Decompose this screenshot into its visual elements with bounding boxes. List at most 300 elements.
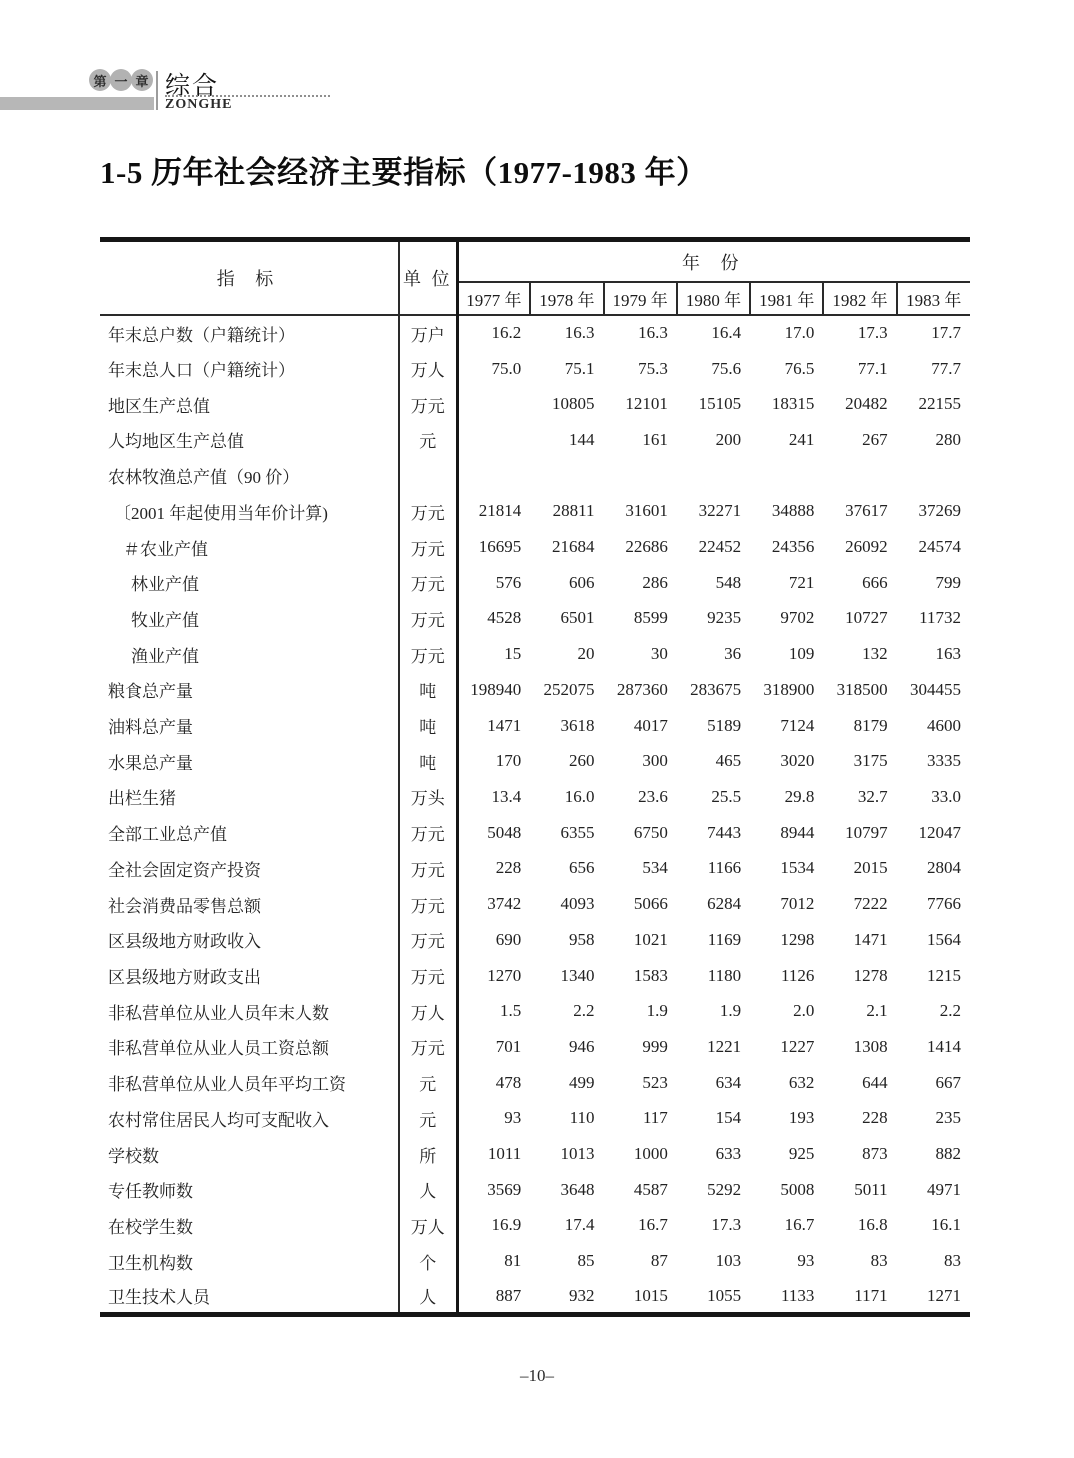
stats-table — [100, 237, 970, 1317]
row-value: 198940 — [470, 679, 522, 699]
row-value: 1171 — [854, 1285, 888, 1305]
table-row — [100, 386, 970, 422]
row-value: 6284 — [707, 894, 742, 914]
row-value: 958 — [569, 929, 595, 949]
row-value: 283675 — [690, 679, 742, 699]
row-unit: 万元 — [399, 636, 457, 672]
row-value: 228 — [862, 1108, 888, 1128]
row-value: 478 — [495, 1072, 522, 1092]
row-label: 农林牧渔总产值（90 价） — [100, 458, 399, 494]
table-row — [100, 993, 970, 1029]
row-value: 93 — [797, 1251, 815, 1271]
row-unit: 万元 — [399, 922, 457, 958]
row-value: 37269 — [918, 501, 961, 521]
year-column-header: 1982 年 — [823, 282, 896, 315]
row-value: 117 — [642, 1108, 668, 1128]
row-value: 4017 — [633, 715, 668, 735]
row-value: 5048 — [487, 822, 522, 842]
row-value: 2.2 — [939, 1001, 961, 1021]
row-value: 1126 — [780, 965, 815, 985]
row-value: 22686 — [625, 537, 668, 557]
row-unit: 万元 — [399, 565, 457, 601]
row-value: 1169 — [707, 929, 742, 949]
row-value: 1471 — [853, 929, 888, 949]
row-label: 非私营单位从业人员年平均工资 — [100, 1065, 399, 1101]
row-value: 4587 — [633, 1179, 668, 1199]
row-value: 1011 — [487, 1144, 522, 1164]
row-value: 666 — [862, 572, 888, 592]
row-value: 16.1 — [931, 1215, 961, 1235]
row-value: 8179 — [853, 715, 888, 735]
row-value: 1.5 — [500, 1001, 522, 1021]
row-value: 17.3 — [711, 1215, 742, 1235]
row-label: 非私营单位从业人员年末人数 — [100, 993, 399, 1029]
row-value: 103 — [715, 1251, 742, 1271]
row-value: 946 — [569, 1036, 595, 1056]
row-label: 学校数 — [100, 1136, 399, 1172]
row-unit: 万人 — [399, 993, 457, 1029]
row-value: 24356 — [771, 537, 815, 557]
row-value: 228 — [495, 858, 522, 878]
row-value: 6355 — [560, 822, 595, 842]
table-row — [100, 529, 970, 565]
row-label: 全社会固定资产投资 — [100, 851, 399, 887]
section-title: 综合 — [165, 72, 220, 100]
year-group-header: 年 份 — [682, 252, 747, 273]
row-value: 1.9 — [719, 1001, 742, 1021]
row-unit: 万元 — [399, 386, 457, 422]
table-row — [100, 636, 970, 672]
row-value: 4600 — [927, 715, 961, 735]
row-label: 粮食总产量 — [100, 672, 399, 708]
row-value: 170 — [495, 751, 522, 771]
row-value: 33.0 — [931, 786, 961, 806]
row-unit: 元 — [399, 1100, 457, 1136]
row-value: 1414 — [927, 1036, 961, 1056]
row-value: 20 — [577, 644, 595, 664]
row-value: 3335 — [927, 751, 961, 771]
row-value: 656 — [569, 858, 595, 878]
row-label: 非私营单位从业人员工资总额 — [100, 1029, 399, 1065]
row-value: 23.6 — [638, 786, 668, 806]
row-label: 年末总人口（户籍统计） — [100, 351, 399, 387]
row-value: 3648 — [560, 1179, 595, 1199]
row-value: 576 — [495, 572, 522, 592]
row-value: 1015 — [633, 1285, 668, 1305]
row-value: 304455 — [910, 679, 961, 699]
row-value: 24574 — [918, 537, 961, 557]
row-value: 1271 — [927, 1285, 961, 1305]
row-value: 873 — [862, 1144, 888, 1164]
year-column-header: 1983 年 — [897, 282, 970, 315]
row-value: 5189 — [707, 715, 742, 735]
row-value: 16.9 — [491, 1215, 522, 1235]
row-value: 2804 — [927, 858, 961, 878]
row-value: 109 — [788, 644, 815, 664]
row-value: 1021 — [633, 929, 668, 949]
row-value: 235 — [935, 1108, 961, 1128]
row-unit: 万人 — [399, 351, 457, 387]
unit-column-header: 单 位 — [399, 240, 457, 316]
row-value — [457, 458, 530, 494]
row-value: 75.1 — [564, 358, 595, 378]
indicator-column-header: 指 标 — [100, 240, 399, 316]
row-value: 12047 — [918, 822, 961, 842]
row-value: 144 — [569, 429, 595, 449]
table-row — [100, 1029, 970, 1065]
row-value: 16.3 — [638, 323, 668, 343]
row-value: 15 — [504, 644, 522, 664]
page-title: 1-5 历年社会经济主要指标（1977-1983 年） — [100, 155, 708, 190]
row-label: 区县级地方财政收入 — [100, 922, 399, 958]
row-value: 22155 — [918, 394, 961, 414]
banner-gray-bar — [0, 97, 154, 110]
row-label: 油料总产量 — [100, 708, 399, 744]
year-column-header: 1978 年 — [530, 282, 603, 315]
row-value: 161 — [642, 429, 668, 449]
row-value — [457, 422, 530, 458]
row-value: 633 — [715, 1144, 742, 1164]
row-unit: 人 — [399, 1279, 457, 1315]
row-value: 5008 — [780, 1179, 815, 1199]
row-unit: 万元 — [399, 529, 457, 565]
row-value: 21684 — [552, 537, 595, 557]
row-value: 632 — [788, 1072, 815, 1092]
row-value: 3020 — [780, 751, 815, 771]
table-row — [100, 351, 970, 387]
row-value: 4528 — [487, 608, 522, 628]
row-value: 36 — [724, 644, 742, 664]
table-row — [100, 851, 970, 887]
row-value: 25.5 — [711, 786, 742, 806]
row-unit: 个 — [399, 1243, 457, 1279]
row-unit: 吨 — [399, 743, 457, 779]
row-value: 9235 — [707, 608, 742, 628]
row-label: 专任教师数 — [100, 1172, 399, 1208]
row-value: 83 — [870, 1251, 888, 1271]
row-value: 1471 — [487, 715, 522, 735]
row-label: 牧业产值 — [100, 601, 399, 637]
row-value: 34888 — [771, 501, 815, 521]
table-body — [100, 315, 970, 1315]
row-value: 31601 — [625, 501, 668, 521]
row-unit — [399, 458, 457, 494]
row-value — [530, 458, 603, 494]
row-unit: 万元 — [399, 601, 457, 637]
row-unit: 万头 — [399, 779, 457, 815]
row-value: 267 — [862, 429, 888, 449]
row-value: 132 — [862, 644, 888, 664]
chapter-badge-char-2: 一 — [110, 69, 132, 91]
row-value: 1133 — [780, 1285, 815, 1305]
row-value: 4093 — [560, 894, 595, 914]
row-value: 1534 — [780, 858, 815, 878]
row-unit: 万元 — [399, 494, 457, 530]
row-value: 701 — [495, 1036, 522, 1056]
row-value: 5292 — [707, 1179, 742, 1199]
table-row — [100, 1065, 970, 1101]
row-value: 75.0 — [491, 358, 522, 378]
stats-table-wrap — [100, 237, 970, 1317]
row-unit: 万户 — [399, 315, 457, 351]
row-value: 75.6 — [711, 358, 742, 378]
row-label: 农村常住居民人均可支配收入 — [100, 1100, 399, 1136]
row-label: 出栏生猪 — [100, 779, 399, 815]
row-value: 318500 — [836, 679, 888, 699]
row-value: 667 — [935, 1072, 961, 1092]
row-value: 154 — [715, 1108, 742, 1128]
row-label: ＃农业产值 — [100, 529, 399, 565]
row-value: 1055 — [707, 1285, 742, 1305]
section-subtitle: ZONGHE — [165, 97, 233, 112]
row-label: 地区生产总值 — [100, 386, 399, 422]
table-row — [100, 815, 970, 851]
row-value: 2015 — [853, 858, 888, 878]
row-unit: 元 — [399, 1065, 457, 1101]
row-value: 10727 — [845, 608, 888, 628]
row-value: 932 — [569, 1285, 595, 1305]
row-label: 社会消费品零售总额 — [100, 886, 399, 922]
row-value: 286 — [642, 572, 668, 592]
row-value — [750, 458, 823, 494]
table-row — [100, 494, 970, 530]
row-value: 2.1 — [866, 1001, 888, 1021]
row-value: 606 — [569, 572, 595, 592]
row-value: 11732 — [919, 608, 961, 628]
table-row — [100, 922, 970, 958]
row-value: 1215 — [927, 965, 961, 985]
table-row — [100, 1243, 970, 1279]
row-value: 32.7 — [857, 786, 888, 806]
row-value: 882 — [935, 1144, 961, 1164]
table-row — [100, 958, 970, 994]
year-column-header: 1979 年 — [604, 282, 677, 315]
chapter-badge — [89, 69, 152, 91]
row-value: 3618 — [560, 715, 595, 735]
row-value: 634 — [715, 1072, 742, 1092]
table-row — [100, 708, 970, 744]
row-value: 318900 — [763, 679, 815, 699]
row-value: 85 — [577, 1251, 595, 1271]
row-label: 人均地区生产总值 — [100, 422, 399, 458]
row-value: 193 — [788, 1108, 815, 1128]
row-value: 280 — [935, 429, 961, 449]
row-value: 8599 — [633, 608, 668, 628]
row-label: 在校学生数 — [100, 1208, 399, 1244]
row-value: 20482 — [845, 394, 888, 414]
row-value — [457, 386, 530, 422]
row-value: 87 — [650, 1251, 668, 1271]
row-value: 76.5 — [784, 358, 815, 378]
row-value: 18315 — [771, 394, 815, 414]
row-value: 75.3 — [638, 358, 668, 378]
row-value: 7443 — [707, 822, 742, 842]
year-column-header: 1980 年 — [677, 282, 750, 315]
row-value: 7222 — [853, 894, 888, 914]
row-value: 721 — [788, 572, 815, 592]
row-value — [897, 458, 970, 494]
row-value: 1270 — [487, 965, 522, 985]
row-value: 77.1 — [857, 358, 888, 378]
row-value: 17.3 — [857, 323, 888, 343]
row-value: 999 — [642, 1036, 668, 1056]
row-label: 〔2001 年起使用当年价计算) — [100, 494, 399, 530]
row-value: 1308 — [853, 1036, 888, 1056]
row-value: 6750 — [633, 822, 668, 842]
row-value: 8944 — [780, 822, 815, 842]
table-row — [100, 886, 970, 922]
table-row — [100, 315, 970, 351]
row-value: 4971 — [927, 1179, 961, 1199]
row-value: 2.0 — [793, 1001, 815, 1021]
row-value: 1564 — [927, 929, 961, 949]
row-value: 22452 — [698, 537, 742, 557]
row-value — [677, 458, 750, 494]
row-value: 93 — [504, 1108, 522, 1128]
row-value: 3742 — [487, 894, 522, 914]
row-label: 渔业产值 — [100, 636, 399, 672]
row-value: 887 — [495, 1285, 522, 1305]
row-value — [823, 458, 896, 494]
table-row — [100, 458, 970, 494]
row-unit: 吨 — [399, 672, 457, 708]
table-header — [100, 240, 970, 316]
table-row — [100, 1279, 970, 1315]
row-value: 21814 — [478, 501, 522, 521]
table-row — [100, 672, 970, 708]
row-unit: 万元 — [399, 886, 457, 922]
row-value: 29.8 — [784, 786, 815, 806]
row-value: 1298 — [780, 929, 815, 949]
page-number: –10– — [520, 1366, 554, 1385]
row-value: 1180 — [707, 965, 742, 985]
row-value: 241 — [788, 429, 815, 449]
row-value: 300 — [642, 751, 668, 771]
row-value: 163 — [935, 644, 961, 664]
row-value: 32271 — [698, 501, 742, 521]
row-value: 26092 — [845, 537, 888, 557]
row-value: 465 — [715, 751, 742, 771]
row-value: 260 — [569, 751, 595, 771]
row-value: 1340 — [560, 965, 595, 985]
row-unit: 万元 — [399, 1029, 457, 1065]
table-row — [100, 779, 970, 815]
row-value: 77.7 — [931, 358, 961, 378]
row-value: 3175 — [853, 751, 888, 771]
row-value: 83 — [944, 1251, 961, 1271]
table-row — [100, 422, 970, 458]
row-value: 37617 — [845, 501, 888, 521]
row-value: 10805 — [552, 394, 595, 414]
row-value: 110 — [569, 1108, 595, 1128]
row-value: 6501 — [560, 608, 595, 628]
table-row — [100, 743, 970, 779]
row-value: 534 — [642, 858, 668, 878]
row-value: 252075 — [543, 679, 595, 699]
row-value: 499 — [569, 1072, 595, 1092]
row-value: 10797 — [845, 822, 888, 842]
row-value: 548 — [715, 572, 742, 592]
row-value: 1583 — [633, 965, 668, 985]
row-value: 7766 — [927, 894, 961, 914]
row-value: 30 — [650, 644, 668, 664]
table-row — [100, 1172, 970, 1208]
row-value: 1013 — [560, 1144, 595, 1164]
row-value: 7012 — [780, 894, 815, 914]
row-unit: 所 — [399, 1136, 457, 1172]
table-row — [100, 601, 970, 637]
row-unit: 万元 — [399, 851, 457, 887]
row-value: 1227 — [780, 1036, 815, 1056]
row-value: 799 — [935, 572, 961, 592]
year-column-header: 1977 年 — [457, 282, 530, 315]
row-unit: 吨 — [399, 708, 457, 744]
row-unit: 万元 — [399, 958, 457, 994]
row-value: 16.7 — [784, 1215, 815, 1235]
row-value: 16.4 — [711, 323, 742, 343]
row-unit: 万人 — [399, 1208, 457, 1244]
row-unit: 人 — [399, 1172, 457, 1208]
row-value: 1221 — [707, 1036, 742, 1056]
row-value: 17.0 — [784, 323, 815, 343]
row-value: 17.7 — [931, 323, 961, 343]
row-value: 1278 — [853, 965, 888, 985]
row-value: 2.2 — [573, 1001, 595, 1021]
row-unit: 万元 — [399, 815, 457, 851]
table-row — [100, 1100, 970, 1136]
chapter-badge-char-3: 章 — [131, 69, 153, 91]
row-value: 1000 — [633, 1144, 668, 1164]
row-value: 9702 — [780, 608, 815, 628]
row-label: 林业产值 — [100, 565, 399, 601]
table-row — [100, 565, 970, 601]
row-label: 卫生机构数 — [100, 1243, 399, 1279]
row-value: 925 — [788, 1144, 815, 1164]
row-value: 287360 — [616, 679, 668, 699]
row-value: 200 — [715, 429, 742, 449]
row-value: 16.7 — [638, 1215, 668, 1235]
row-value: 523 — [642, 1072, 668, 1092]
row-unit: 元 — [399, 422, 457, 458]
row-value: 1.9 — [646, 1001, 668, 1021]
row-value: 16.0 — [564, 786, 595, 806]
row-value: 15105 — [698, 394, 742, 414]
row-label: 全部工业总产值 — [100, 815, 399, 851]
row-value: 5011 — [854, 1179, 888, 1199]
row-value: 28811 — [552, 501, 595, 521]
row-value: 81 — [504, 1251, 522, 1271]
row-value: 17.4 — [564, 1215, 595, 1235]
row-label: 水果总产量 — [100, 743, 399, 779]
chapter-badge-char-1: 第 — [89, 69, 111, 91]
banner-divider — [156, 71, 158, 110]
row-value: 16.3 — [564, 323, 595, 343]
row-label: 区县级地方财政支出 — [100, 958, 399, 994]
row-label: 卫生技术人员 — [100, 1279, 399, 1315]
row-label: 年末总户数（户籍统计） — [100, 315, 399, 351]
table-row — [100, 1208, 970, 1244]
row-value: 5066 — [633, 894, 668, 914]
row-value: 3569 — [487, 1179, 522, 1199]
row-value: 1166 — [707, 858, 742, 878]
row-value: 7124 — [780, 715, 815, 735]
row-value: 644 — [862, 1072, 888, 1092]
row-value: 16.8 — [857, 1215, 888, 1235]
row-value: 690 — [495, 929, 522, 949]
row-value: 16695 — [478, 537, 522, 557]
row-value: 12101 — [625, 394, 668, 414]
row-value — [604, 458, 677, 494]
